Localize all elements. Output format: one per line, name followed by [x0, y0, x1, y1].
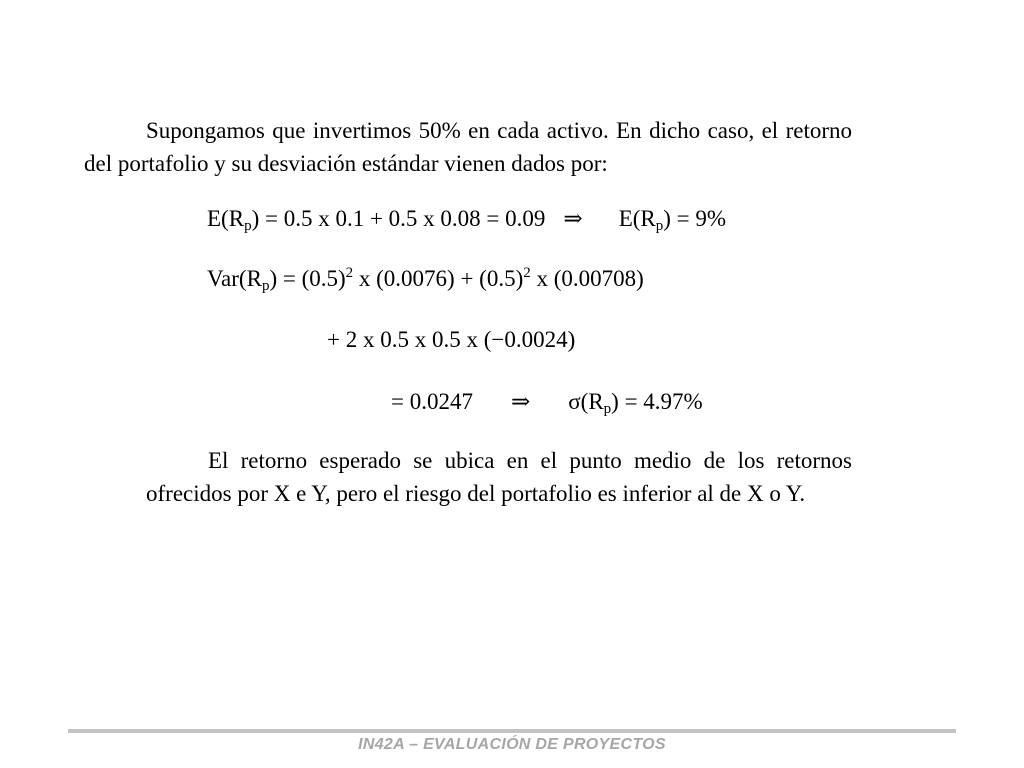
stdev-result-prefix: σ(R: [568, 389, 604, 414]
implies-arrow-icon: ⇒: [510, 389, 531, 414]
expected-lhs-prefix: E(R: [207, 206, 245, 231]
implies-arrow-icon: ⇒: [563, 206, 583, 231]
expected-return-equation: [207, 204, 726, 234]
stdev-result-suffix: ) = 4.97%: [611, 389, 703, 414]
stdev-result-subscript: p: [603, 401, 612, 417]
variance-equation-line-1: [207, 264, 644, 294]
expected-rhs: = 0.5 x 0.1 + 0.5 x 0.08 = 0.09: [259, 206, 546, 231]
variance-part-3: x (0.00708): [530, 266, 644, 291]
variance-lhs-subscript: p: [261, 278, 270, 294]
footer-divider: [68, 729, 956, 733]
intro-paragraph: Supongamos que invertimos 50% en cada activo. En dicho caso, el retorno del portafolio y su desviación estándar vienen dados por:: [84, 118, 852, 176]
conclusion-paragraph: El retorno esperado se ubica en el punto medio de los retornos ofrecidos por X e Y, pero el riesgo del portafolio es inferior al de X o Y.: [146, 448, 852, 506]
variance-value: = 0.0247: [391, 389, 473, 414]
variance-lhs-prefix: Var(R: [207, 266, 262, 291]
expected-lhs-suffix: ): [251, 206, 260, 231]
expected-result-suffix: ) = 9%: [663, 206, 727, 231]
expected-result-subscript: p: [655, 218, 664, 234]
variance-exponent-2: 2: [523, 265, 531, 281]
variance-equation-line-2: + 2 x 0.5 x 0.5 x (−0.0024): [327, 327, 576, 352]
expected-result-prefix: E(R: [618, 206, 656, 231]
expected-lhs-subscript: p: [244, 218, 252, 234]
variance-equation-line-3: [391, 387, 703, 417]
footer-course-title: IN42A – EVALUACIÓN DE PROYECTOS: [358, 736, 666, 753]
variance-exponent-1: 2: [345, 265, 354, 281]
variance-part-1: ) = (0.5): [269, 266, 346, 291]
variance-part-2: x (0.0076) + (0.5): [353, 266, 524, 291]
